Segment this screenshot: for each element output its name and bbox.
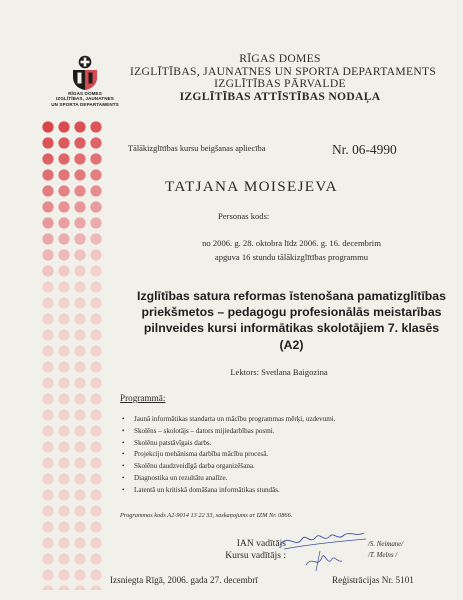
course-title bbox=[120, 288, 463, 353]
course-dates: no 2006. g. 28. oktobra līdz 2006. g. 16. decembrim bbox=[202, 238, 381, 248]
course-period bbox=[120, 237, 463, 264]
registration-number: Reģistrācijas Nr. 5101 bbox=[332, 575, 414, 585]
decorative-dot bbox=[42, 217, 53, 228]
decorative-dot bbox=[42, 233, 53, 244]
logo-line-2: IZGLĪTĪBAS, JAUNATNES bbox=[56, 96, 114, 102]
decorative-dot bbox=[42, 409, 53, 420]
program-list-item-text: Diagnostika un rezultātu analīze. bbox=[134, 473, 228, 482]
decorative-dot bbox=[90, 329, 101, 340]
handwritten-signatures bbox=[276, 527, 371, 572]
bullet-icon: • bbox=[122, 473, 125, 482]
decorative-dot bbox=[74, 377, 85, 388]
course-hours: apguva 16 stundu tālākizglītības programmu bbox=[214, 251, 369, 262]
decorative-dot bbox=[90, 569, 101, 580]
program-list-item-text: Skolēns – skolotājs – dators mijiedarbības posmi. bbox=[134, 426, 275, 435]
decorative-dot bbox=[58, 281, 69, 292]
decorative-dot bbox=[90, 505, 101, 516]
issue-place-date: Izsniegta Rīgā, 2006. gada 27. decembrī bbox=[110, 575, 258, 585]
course-director-label: Kursu vadītājs : bbox=[225, 549, 286, 561]
decorative-dot bbox=[42, 377, 53, 388]
decorative-dot bbox=[42, 297, 53, 308]
program-list bbox=[120, 414, 336, 497]
decorative-dot bbox=[90, 201, 101, 212]
decorative-dot bbox=[58, 569, 69, 580]
decorative-dot bbox=[90, 537, 101, 548]
decorative-dot bbox=[42, 137, 53, 148]
program-list-item-text: Skolēnu patstāvīgais darbs. bbox=[134, 438, 212, 447]
decorative-dot bbox=[58, 265, 69, 276]
course-title-line-3: pilnveides kursi informātikas skolotājiem 7. klasēs bbox=[143, 321, 440, 336]
program-list-item-text: Jaunā informātikas standarta un mācību programmas mērķi, uzdevumi. bbox=[134, 415, 336, 423]
decorative-dot bbox=[58, 297, 69, 308]
program-list-item bbox=[120, 473, 336, 485]
decorative-dot bbox=[42, 201, 53, 212]
program-list-item-text: Skolēnu daudzveidīgā darba organizēšana. bbox=[134, 462, 255, 471]
decorative-dot bbox=[90, 313, 101, 324]
decorative-dot bbox=[74, 297, 85, 308]
bullet-icon: • bbox=[122, 462, 125, 471]
decorative-dot bbox=[90, 585, 101, 590]
decorative-dot bbox=[42, 121, 53, 132]
decorative-dot bbox=[58, 553, 69, 564]
decorative-dot bbox=[74, 137, 85, 148]
decorative-dot bbox=[58, 409, 69, 420]
decorative-dot bbox=[58, 377, 69, 388]
decorative-dot bbox=[58, 233, 69, 244]
decorative-dot bbox=[42, 569, 53, 580]
decorative-dot bbox=[42, 153, 53, 164]
decorative-dot bbox=[74, 521, 85, 532]
program-list-item bbox=[120, 414, 336, 426]
decorative-dot bbox=[74, 553, 85, 564]
decorative-dot bbox=[42, 345, 53, 356]
program-code-note: Programmas kods A2-9014 13 22 33, saskaņojums ar IZM Nr. 0866. bbox=[120, 512, 293, 519]
decorative-dot bbox=[90, 345, 101, 356]
decorative-dot bbox=[42, 281, 53, 292]
decorative-dot bbox=[42, 457, 53, 468]
decorative-dot bbox=[42, 537, 53, 548]
decorative-dot bbox=[74, 393, 85, 404]
decorative-dot bbox=[58, 201, 69, 212]
decorative-dot bbox=[58, 249, 69, 260]
decorative-dot bbox=[74, 329, 85, 340]
decorative-dot bbox=[90, 377, 101, 388]
header-board: IZGLĪTĪBAS PĀRVALDE bbox=[214, 77, 346, 90]
decorative-dot bbox=[74, 457, 85, 468]
bullet-icon: • bbox=[122, 485, 125, 494]
decorative-dot bbox=[42, 553, 53, 564]
decorative-dot bbox=[42, 249, 53, 260]
decorative-dot bbox=[74, 313, 85, 324]
decorative-dot bbox=[90, 281, 101, 292]
decorative-dot bbox=[58, 217, 69, 228]
issuer-header bbox=[130, 52, 437, 103]
riga-city-logo bbox=[45, 55, 125, 107]
decorative-dot bbox=[74, 441, 85, 452]
logo-caption bbox=[45, 91, 125, 107]
decorative-dot bbox=[90, 521, 101, 532]
lector: Lektors: Svetlana Baigozina bbox=[230, 367, 328, 377]
decorative-dot bbox=[90, 553, 101, 564]
course-title-line-2: priekšmetos – pedagogu profesionālās meistarības bbox=[141, 305, 442, 320]
decorative-dot bbox=[58, 153, 69, 164]
decorative-dot bbox=[90, 249, 101, 260]
decorative-dot bbox=[58, 585, 69, 590]
decorative-dot bbox=[90, 265, 101, 276]
decorative-dot bbox=[74, 425, 85, 436]
bullet-icon: • bbox=[122, 426, 125, 435]
decorative-dot bbox=[58, 425, 69, 436]
decorative-dot bbox=[42, 505, 53, 516]
decorative-dot bbox=[74, 537, 85, 548]
decorative-dot bbox=[74, 265, 85, 276]
header-division: IZGLĪTĪBAS ATTĪSTĪBAS NODAĻA bbox=[179, 89, 381, 103]
program-list-item bbox=[120, 485, 336, 497]
decorative-dot bbox=[90, 441, 101, 452]
program-list-item bbox=[120, 461, 336, 473]
decorative-dot bbox=[90, 393, 101, 404]
program-list-item bbox=[120, 449, 336, 461]
decorative-dot bbox=[74, 201, 85, 212]
decorative-dot bbox=[42, 265, 53, 276]
header-department: IZGLĪTĪBAS, JAUNATNES UN SPORTA DEPARTAMENTS bbox=[130, 64, 437, 78]
decorative-dot bbox=[74, 345, 85, 356]
decorative-dot bbox=[90, 473, 101, 484]
decorative-dot bbox=[42, 489, 53, 500]
decorative-dot bbox=[58, 505, 69, 516]
decorative-dot bbox=[90, 425, 101, 436]
decorative-dot bbox=[42, 313, 53, 324]
decorative-dot bbox=[74, 217, 85, 228]
decorative-dot bbox=[74, 585, 85, 590]
decorative-dot bbox=[58, 537, 69, 548]
decorative-dot bbox=[58, 121, 69, 132]
signature-names bbox=[368, 540, 403, 561]
decorative-dot bbox=[58, 137, 69, 148]
bullet-icon: • bbox=[122, 415, 125, 423]
decorative-dot bbox=[90, 297, 101, 308]
program-list-item-text: Projekciju mehānisma darbība mācību procesā. bbox=[134, 450, 269, 459]
bullet-icon: • bbox=[122, 450, 125, 459]
decorative-dot bbox=[58, 313, 69, 324]
decorative-dot bbox=[90, 121, 101, 132]
logo-line-1: RĪGAS DOMES bbox=[68, 91, 102, 96]
ian-director-label: IAN vadītājs bbox=[236, 538, 286, 549]
decorative-dot bbox=[90, 217, 101, 228]
decorative-dot bbox=[58, 489, 69, 500]
program-heading: Programmā: bbox=[120, 393, 166, 403]
decorative-dot bbox=[74, 505, 85, 516]
decorative-dot bbox=[58, 345, 69, 356]
riga-coat-of-arms-icon bbox=[71, 55, 99, 91]
certificate-number: Nr. 06-4990 bbox=[332, 142, 397, 157]
ian-director-name: /S. Neimane/ bbox=[368, 541, 404, 548]
decorative-dot bbox=[90, 233, 101, 244]
header-city-council: RĪGAS DOMES bbox=[239, 52, 321, 65]
course-director-name: /T. Melns / bbox=[368, 551, 398, 559]
decorative-dot bbox=[58, 457, 69, 468]
decorative-dot bbox=[74, 121, 85, 132]
decorative-dot bbox=[42, 585, 53, 590]
decorative-dot bbox=[42, 393, 53, 404]
decorative-dot bbox=[58, 473, 69, 484]
decorative-dot bbox=[74, 489, 85, 500]
decorative-dot bbox=[58, 521, 69, 532]
holder-name: TATJANA MOISEJEVA bbox=[165, 178, 338, 195]
decorative-dot bbox=[58, 329, 69, 340]
decorative-dot bbox=[90, 137, 101, 148]
decorative-dot bbox=[90, 457, 101, 468]
program-list-item bbox=[120, 438, 336, 450]
decorative-dot bbox=[90, 409, 101, 420]
program-list-item-text: Latentā un kritiskā domāšana informātikas stundās. bbox=[134, 485, 280, 494]
certificate-type: Tālākizglītības kursu beigšanas apliecība bbox=[128, 144, 266, 153]
decorative-dot bbox=[74, 569, 85, 580]
decorative-dot bbox=[42, 329, 53, 340]
program-list-item bbox=[120, 426, 336, 438]
decorative-dot bbox=[42, 425, 53, 436]
decorative-dot bbox=[90, 489, 101, 500]
decorative-dot bbox=[42, 473, 53, 484]
decorative-dot bbox=[74, 473, 85, 484]
decorative-dot bbox=[58, 393, 69, 404]
decorative-dot bbox=[58, 441, 69, 452]
course-title-line-1: Izglītības satura reformas īstenošana pamatizglītības bbox=[137, 289, 446, 303]
decorative-dot bbox=[74, 153, 85, 164]
personal-code-label: Personas kods: bbox=[218, 211, 270, 221]
logo-line-3: UN SPORTA DEPARTAMENTS bbox=[51, 101, 119, 107]
decorative-dot bbox=[42, 521, 53, 532]
decorative-dot bbox=[90, 153, 101, 164]
decorative-dot bbox=[42, 441, 53, 452]
decorative-dot bbox=[74, 233, 85, 244]
decorative-dot bbox=[74, 409, 85, 420]
bullet-icon: • bbox=[122, 438, 125, 447]
course-title-line-4: (A2) bbox=[279, 337, 304, 352]
decorative-dot bbox=[74, 281, 85, 292]
decorative-dot bbox=[74, 249, 85, 260]
